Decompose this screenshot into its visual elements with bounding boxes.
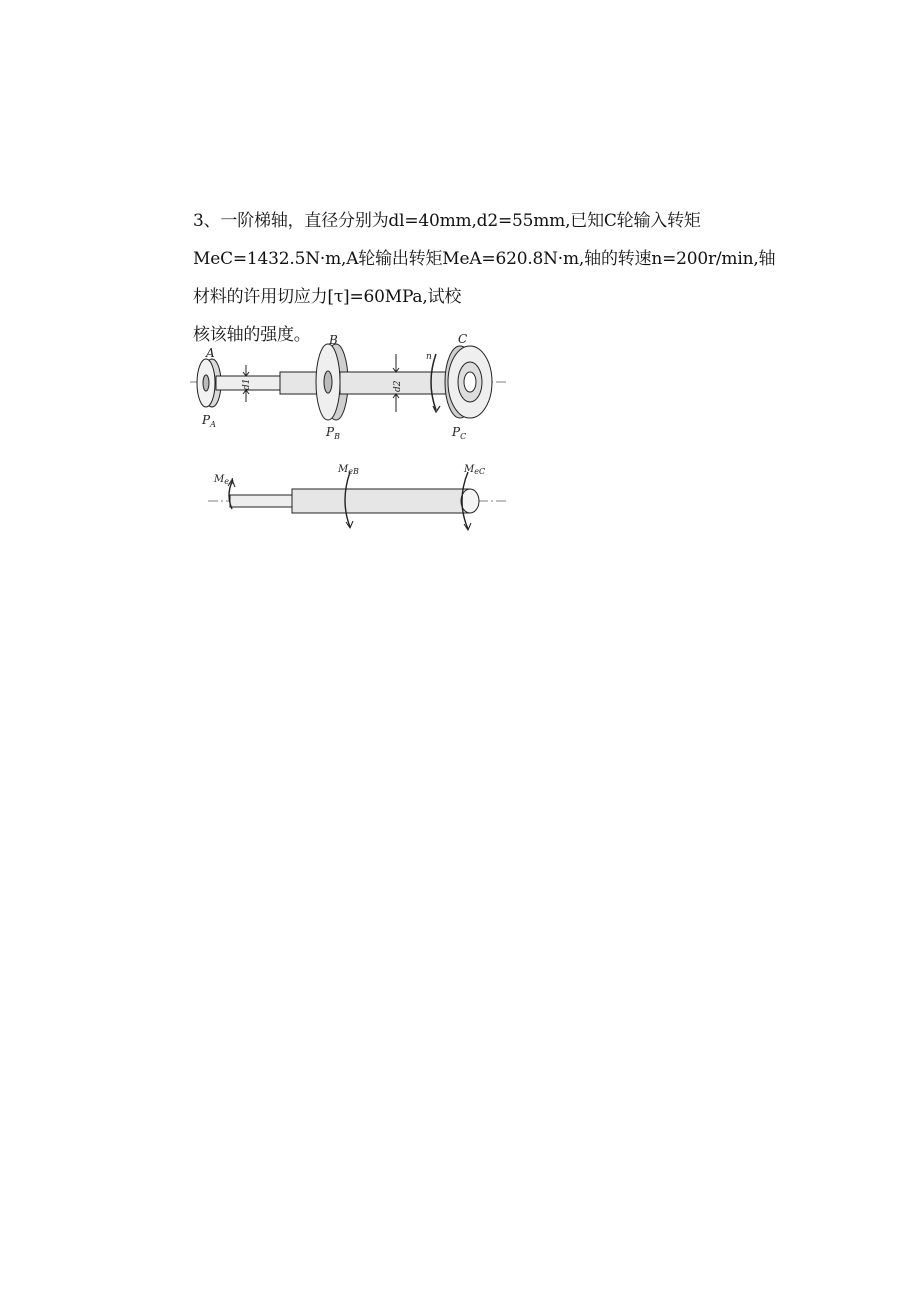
label-c: C [458,332,468,346]
problem-line-4: 核该轴的强度。 [193,325,311,345]
label-pb: $P_B$ [326,425,340,441]
label-mec: $M_{eC}$ [464,464,486,476]
shaft-diagram [190,332,520,532]
shaft-figure [190,332,520,532]
free-shaft-end [461,489,479,513]
free-shaft-d2 [292,489,470,513]
label-mea: $M_{eA}$ [214,474,235,486]
problem-line-3: 材料的许用切应力[τ]=60MPa,试校 [193,287,462,307]
pulley-c [445,346,492,418]
label-n: n [426,352,432,362]
label-pa: $P_A$ [202,413,216,429]
label-meb: $M_{eB}$ [338,464,359,476]
problem-line-2: MeC=1432.5N·m,A轮输出转矩MeA=620.8N·m,轴的转速n=200r/min,轴 [193,249,776,269]
shaft-free-body [208,472,508,530]
label-d1: d1 [242,378,252,390]
label-d2: d2 [393,380,403,392]
shaft-assembly [190,344,508,420]
problem-line-1: 3、一阶梯轴，直径分别为dl=40mm,d2=55mm,已知C轮输入转矩 [193,211,701,231]
label-b: B [329,333,338,347]
free-shaft-d1 [230,495,292,507]
label-a: A [206,346,215,360]
label-pc: $P_C$ [452,425,467,441]
